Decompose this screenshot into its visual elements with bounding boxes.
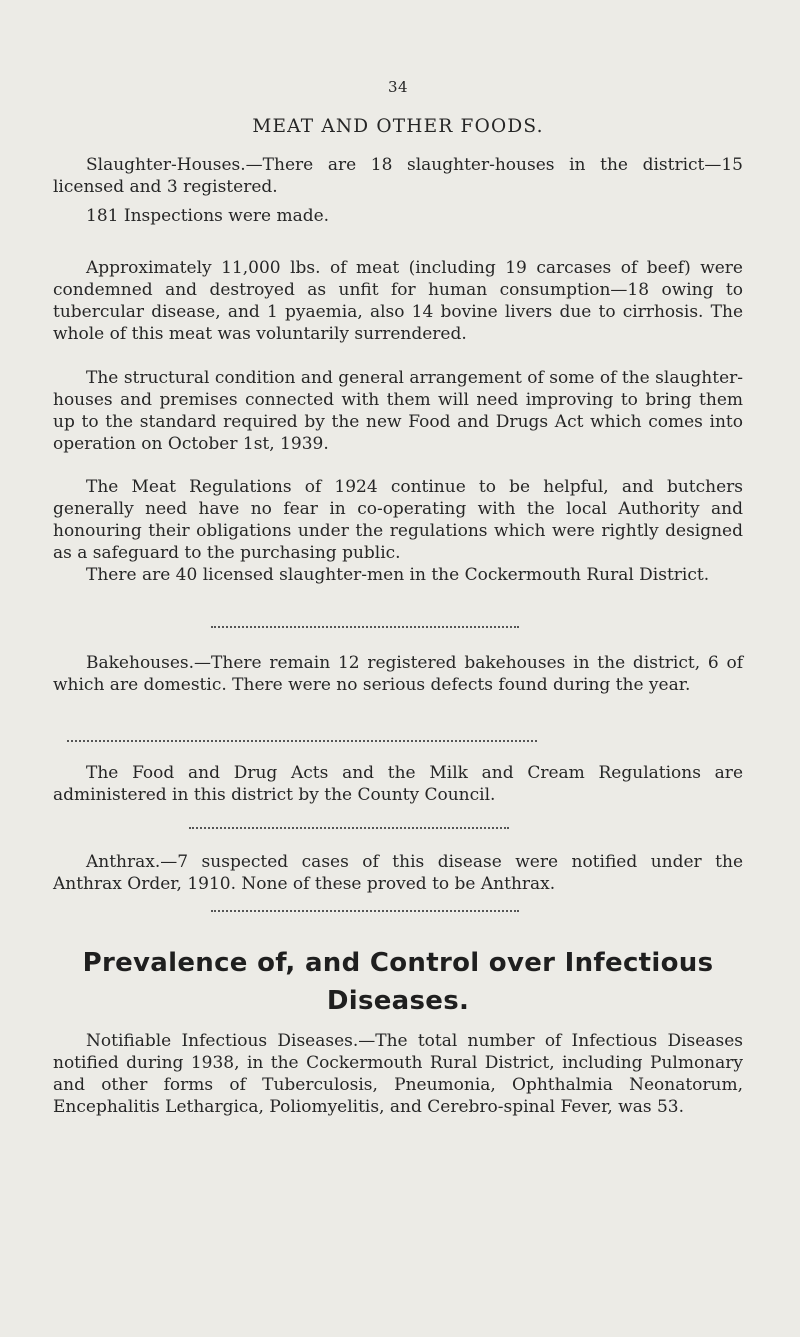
paragraph-meat-condemned: Approximately 11,000 lbs. of meat (including 19 carcases of beef) were condemned and destroyed as unfit for human consumption—18 owing to tubercular disease, and 1 pyaemia, also 14 bovine livers due to cirrhosis. The whole of this meat was voluntarily surrendered. bbox=[53, 258, 743, 344]
paragraph-slaughter-men: There are 40 licensed slaughter-men in the Cockermouth Rural District. bbox=[86, 565, 710, 585]
dotted-separator bbox=[67, 740, 537, 742]
dotted-separator bbox=[211, 910, 519, 912]
section-heading-infectious-line2: Diseases. bbox=[326, 986, 470, 1016]
dotted-separator bbox=[211, 626, 519, 628]
section-heading-meat: MEAT AND OTHER FOODS. bbox=[252, 116, 544, 137]
paragraph-food-drug-acts: The Food and Drug Acts and the Milk and Cream Regulations are administered in this district by the County Council. bbox=[53, 763, 743, 805]
paragraph-structural-condition: The structural condition and general arrangement of some of the slaughter-houses and premises connected with them will need improving to bring them up to the standard required by the new Food and Drugs Act which comes into operation on October 1st, 1939. bbox=[53, 368, 743, 454]
paragraph-meat-regulations: The Meat Regulations of 1924 continue to be helpful, and butchers generally need have no fear in co-operating with the local Authority and honouring their obligations under the regulations which were rightly designed as a safeguard to the purchasing public. bbox=[53, 477, 743, 563]
paragraph-anthrax: Anthrax.—7 suspected cases of this disease were notified under the Anthrax Order, 1910. None of these proved to be Anthrax. bbox=[53, 852, 743, 894]
paragraph-slaughter-houses: Slaughter-Houses.—There are 18 slaughter-houses in the district—15 licensed and 3 registered. bbox=[53, 155, 743, 197]
paragraph-notifiable-diseases: Notifiable Infectious Diseases.—The total number of Infectious Diseases notified during 1938, in the Cockermouth Rural District, including Pulmonary and other forms of Tuberculosis, Pneumonia, Ophthalmia Neonatorum, Encephalitis Lethargica, Poliomyelitis, and Cerebro-spinal Fever, was 53. bbox=[53, 1031, 743, 1117]
section-heading-infectious-line1: Prevalence of, and Control over Infectious bbox=[82, 948, 714, 978]
dotted-separator bbox=[189, 827, 509, 829]
paragraph-bakehouses: Bakehouses.—There remain 12 registered bakehouses in the district, 6 of which are domestic. There were no serious defects found during the year. bbox=[53, 653, 743, 695]
page-number: 34 bbox=[387, 78, 409, 96]
paragraph-inspections: 181 Inspections were made. bbox=[86, 206, 330, 226]
